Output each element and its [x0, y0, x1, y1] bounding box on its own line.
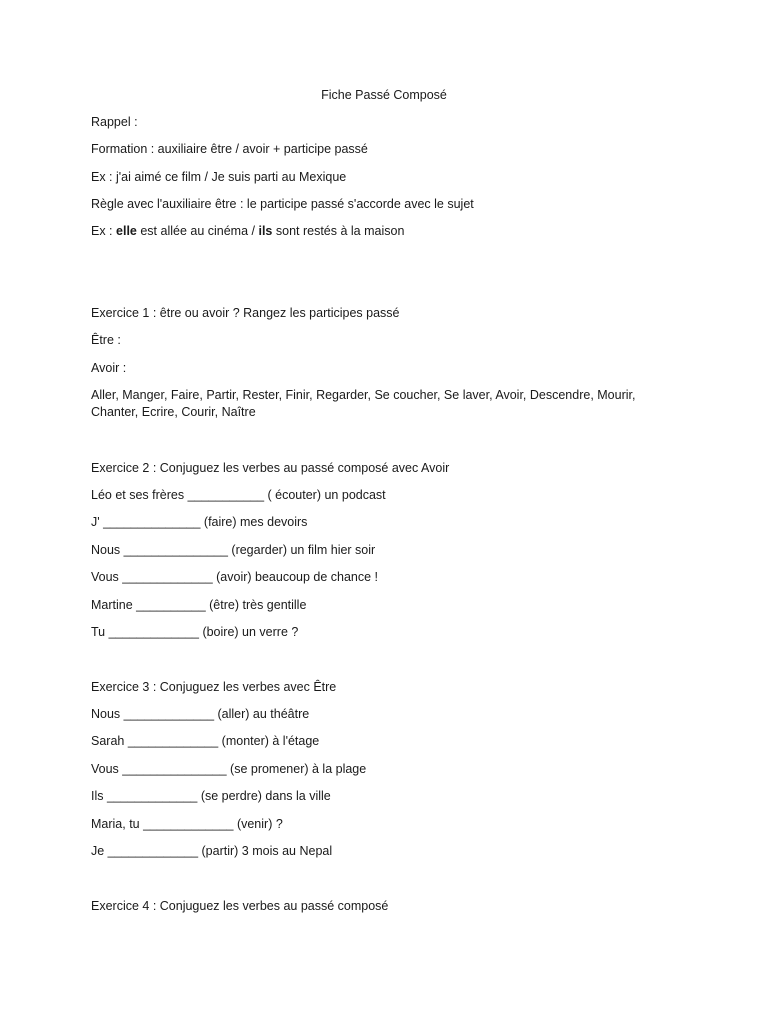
exercise-3-item: Ils _____________ (se perdre) dans la ville	[91, 789, 331, 803]
page-title: Fiche Passé Composé	[321, 88, 447, 102]
rappel-example-1: Ex : j'ai aimé ce film / Je suis parti au Mexique	[91, 170, 347, 184]
rappel-rule: Règle avec l'auxiliaire être : le participe passé s'accorde avec le sujet	[91, 197, 474, 211]
exercise-1-verbs-line-1: Aller, Manger, Faire, Partir, Rester, Finir, Regarder, Se coucher, Se laver, Avoir, Descendre, Mourir,	[91, 388, 636, 402]
exercise-1-verbs-line-2: Chanter, Ecrire, Courir, Naître	[91, 405, 256, 419]
exercise-3-item: Nous _____________ (aller) au théâtre	[91, 707, 310, 721]
exercise-2-item: Nous _______________ (regarder) un film hier soir	[91, 543, 376, 557]
exercise-3-item: Vous _______________ (se promener) à la plage	[91, 762, 367, 776]
example-2-middle: est allée au cinéma /	[136, 224, 259, 238]
exercise-2-item: Martine __________ (être) très gentille	[91, 598, 307, 612]
exercise-1-etre-label: Être :	[91, 333, 121, 347]
example-2-bold-elle: elle	[116, 224, 137, 238]
rappel-heading: Rappel :	[91, 115, 138, 129]
exercise-3-item: Maria, tu _____________ (venir) ?	[91, 817, 283, 831]
exercise-3-item: Je _____________ (partir) 3 mois au Nepal	[91, 844, 333, 858]
rappel-example-2	[91, 223, 404, 239]
exercise-2-item: Tu _____________ (boire) un verre ?	[91, 625, 299, 639]
exercise-2-item: Vous _____________ (avoir) beaucoup de chance !	[91, 570, 379, 584]
rappel-formation: Formation : auxiliaire être / avoir + participe passé	[91, 142, 368, 156]
exercise-1-avoir-label: Avoir :	[91, 361, 127, 375]
exercise-2-item: Léo et ses frères ___________ ( écouter) un podcast	[91, 488, 386, 502]
exercise-2-heading: Exercice 2 : Conjuguez les verbes au passé composé avec Avoir	[91, 461, 450, 475]
exercise-3-item: Sarah _____________ (monter) à l'étage	[91, 734, 320, 748]
exercise-3-heading: Exercice 3 : Conjuguez les verbes avec Être	[91, 680, 337, 694]
example-2-prefix: Ex :	[91, 224, 117, 238]
exercise-2-item: J' ______________ (faire) mes devoirs	[91, 515, 308, 529]
exercise-4-heading: Exercice 4 : Conjuguez les verbes au passé composé	[91, 899, 389, 913]
example-2-suffix: sont restés à la maison	[272, 224, 405, 238]
exercise-1-heading: Exercice 1 : être ou avoir ? Rangez les participes passé	[91, 306, 400, 320]
example-2-bold-ils: ils	[258, 224, 273, 238]
